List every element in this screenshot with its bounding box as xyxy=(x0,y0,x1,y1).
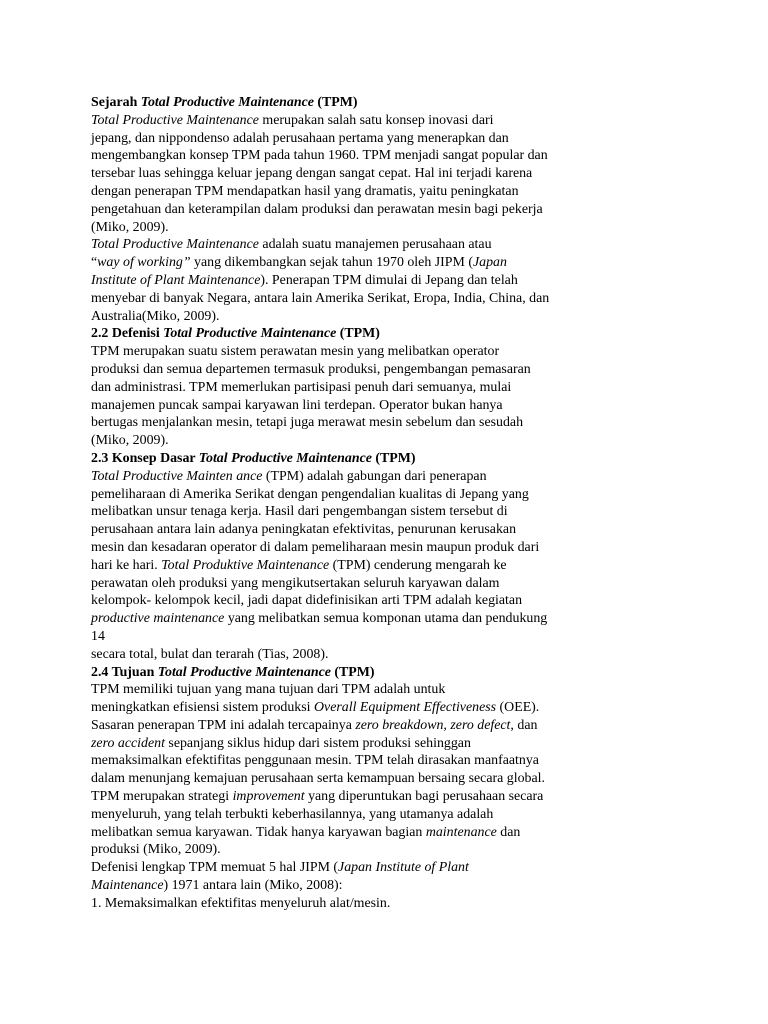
text-run: Japan xyxy=(472,255,507,271)
text-line xyxy=(91,112,611,130)
text-run: zero breakdown, zero defect xyxy=(355,717,511,733)
text-run: dalam menunjang kemajuan perusahaan serta kemampuan bersaing secara global. xyxy=(91,771,545,787)
text-run: sepanjang siklus hidup dari sistem produksi sehinggan xyxy=(164,735,471,751)
text-line xyxy=(91,592,611,610)
text-run: dan xyxy=(496,824,521,840)
text-run: produksi (Miko, 2009). xyxy=(91,842,221,858)
text-run: dan administrasi. TPM memerlukan partisipasi penuh dari semuanya, mulai xyxy=(91,379,512,395)
text-run: mesin dan kesadaran operator di dalam pemeliharaan mesin maupun produk dari xyxy=(91,539,540,555)
text-run: way of working” xyxy=(97,255,191,271)
text-run: adalah suatu manajemen perusahaan atau xyxy=(258,237,492,253)
text-run: Japan Institute of Plant xyxy=(338,860,469,876)
text-run: mengembangkan konsep TPM pada tahun 1960. TPM menjadi sangat popular dan xyxy=(91,148,548,164)
text-run: Total Productive Maintenance xyxy=(163,326,337,342)
text-line xyxy=(91,308,611,326)
document-body xyxy=(91,94,611,913)
text-line xyxy=(91,379,611,397)
text-run: maintenance xyxy=(425,824,497,840)
text-line xyxy=(91,770,611,788)
text-run: Total Produktive Maintenance xyxy=(161,557,330,573)
text-run: melibatkan unsur tenaga kerja. Hasil dari pengembangan sistem tersebut di xyxy=(91,504,508,520)
text-run: Total Productive Mainten ance xyxy=(91,468,263,484)
text-run: hari ke hari. xyxy=(91,557,162,573)
text-run: menyeluruh, yang telah terbukti keberhasilannya, yang utamanya adalah xyxy=(91,806,494,822)
text-line xyxy=(91,575,611,593)
text-run: (TPM) xyxy=(371,450,416,466)
text-run: menyebar di banyak Negara, antara lain Amerika Serikat, Eropa, India, China, dan xyxy=(91,290,550,306)
text-line xyxy=(91,557,611,575)
text-line xyxy=(91,699,611,717)
text-line xyxy=(91,147,611,165)
text-line xyxy=(91,201,611,219)
text-run: TPM merupakan strategi xyxy=(91,789,233,805)
text-run: kelompok- kelompok kecil, jadi dapat didefinisikan arti TPM adalah kegiatan xyxy=(91,593,523,609)
text-line xyxy=(91,414,611,432)
text-run: (TPM) xyxy=(336,326,380,342)
text-run: Total Productive Maintenance xyxy=(140,95,314,110)
text-run: productive maintenance xyxy=(91,611,225,627)
text-run: 2.4 Tujuan xyxy=(91,664,158,680)
text-run: (Miko, 2009). xyxy=(91,433,169,449)
text-line xyxy=(91,290,611,308)
text-line xyxy=(91,343,611,361)
text-run: ). Penerapan TPM dimulai di Jepang dan telah xyxy=(260,272,518,288)
text-line xyxy=(91,824,611,842)
text-run: secara total, bulat dan terarah (Tias, 2008). xyxy=(91,646,329,662)
text-run: Total Productive Maintenance xyxy=(91,112,259,128)
text-run: Total Productive Maintenance xyxy=(198,450,372,466)
text-line xyxy=(91,468,611,486)
text-run: dengan penerapan TPM mendapatkan hasil yang dramatis, yaitu peningkatan xyxy=(91,183,519,199)
text-run: (TPM) xyxy=(313,95,358,110)
text-line xyxy=(91,325,611,343)
text-line xyxy=(91,450,611,468)
text-run: melibatkan semua karyawan. Tidak hanya karyawan bagian xyxy=(91,824,426,840)
text-line xyxy=(91,806,611,824)
text-run: (Miko, 2009). xyxy=(91,219,169,235)
text-run: yang diperuntukan bagi perusahaan secara xyxy=(304,789,544,805)
text-run: yang dikembangkan sejak tahun 1970 oleh JIPM ( xyxy=(190,255,473,271)
text-run: yang melibatkan semua komponan utama dan pendukung xyxy=(224,611,548,627)
text-run: Sejarah xyxy=(91,95,141,110)
text-run: (TPM) cenderung mengarah ke xyxy=(329,557,507,573)
text-run: (OEE). xyxy=(496,700,540,716)
text-line xyxy=(91,165,611,183)
text-line xyxy=(91,503,611,521)
text-run: Total Productive Maintenance xyxy=(157,664,331,680)
text-run: bertugas menjalankan mesin, tetapi juga merawat mesin sebelum dan sesudah xyxy=(91,415,524,431)
text-run: Defenisi lengkap TPM memuat 5 hal JIPM ( xyxy=(91,860,339,876)
text-line xyxy=(91,859,611,877)
text-run: Maintenance xyxy=(91,878,164,894)
text-run: improvement xyxy=(232,789,305,805)
text-line xyxy=(91,877,611,895)
text-run: merupakan salah satu konsep inovasi dari xyxy=(258,112,494,128)
text-line xyxy=(91,717,611,735)
text-run: 2.3 Konsep Dasar xyxy=(91,450,199,466)
text-line xyxy=(91,539,611,557)
text-line xyxy=(91,486,611,504)
text-line xyxy=(91,361,611,379)
text-line xyxy=(91,94,611,112)
text-line xyxy=(91,521,611,539)
text-run: produksi dan semua departemen termasuk produksi, pengembangan pemasaran xyxy=(91,361,531,377)
text-line xyxy=(91,895,611,913)
text-run: , dan xyxy=(510,717,538,733)
text-line xyxy=(91,183,611,201)
text-run: “ xyxy=(91,255,98,271)
text-run: ) 1971 antara lain (Miko, 2008): xyxy=(163,878,343,894)
text-run: jepang, dan nippondenso adalah perusahaan pertama yang menerapkan dan xyxy=(91,130,509,146)
text-run: Total Productive Maintenance xyxy=(91,237,259,253)
text-run: Sasaran penerapan TPM ini adalah tercapainya xyxy=(91,717,356,733)
text-run: Australia(Miko, 2009). xyxy=(91,308,220,324)
text-run: (TPM) adalah gabungan dari penerapan xyxy=(262,468,487,484)
text-run: zero accident xyxy=(91,735,165,751)
text-run: manajemen puncak sampai karyawan lini terdepan. Operator bukan hanya xyxy=(91,397,503,413)
text-line xyxy=(91,664,611,682)
text-run: perawatan oleh produksi yang mengikutsertakan seluruh karyawan dalam xyxy=(91,575,500,591)
text-line xyxy=(91,841,611,859)
text-line xyxy=(91,397,611,415)
text-line xyxy=(91,219,611,237)
text-run: pengetahuan dan keterampilan dalam produksi dan perawatan mesin bagi pekerja xyxy=(91,201,543,217)
text-run: 14 xyxy=(91,628,105,644)
text-line xyxy=(91,432,611,450)
text-run: meningkatkan efisiensi sistem produksi xyxy=(91,700,314,716)
text-run: TPM merupakan suatu sistem perawatan mesin yang melibatkan operator xyxy=(91,344,500,360)
text-run: (TPM) xyxy=(330,664,375,680)
text-run: perusahaan antara lain adanya peningkatan efektivitas, penurunan kerusakan xyxy=(91,522,517,538)
text-run: 2.2 Defenisi xyxy=(91,326,164,342)
text-line xyxy=(91,236,611,254)
text-line xyxy=(91,130,611,148)
text-run: memaksimalkan efektifitas penggunaan mesin. TPM telah dirasakan manfaatnya xyxy=(91,753,539,769)
text-line xyxy=(91,735,611,753)
text-line xyxy=(91,646,611,664)
text-line xyxy=(91,628,611,646)
text-line xyxy=(91,752,611,770)
text-run: Overall Equipment Effectiveness xyxy=(314,700,497,716)
text-run: tersebar luas sehingga keluar jepang dengan sangat cepat. Hal ini terjadi karena xyxy=(91,166,533,182)
text-line xyxy=(91,788,611,806)
text-line xyxy=(91,254,611,272)
text-run: 1. Memaksimalkan efektifitas menyeluruh alat/mesin. xyxy=(91,895,391,911)
text-run: Institute of Plant Maintenance xyxy=(91,272,261,288)
text-line xyxy=(91,272,611,290)
text-run: TPM memiliki tujuan yang mana tujuan dari TPM adalah untuk xyxy=(91,682,446,698)
text-run: pemeliharaan di Amerika Serikat dengan pengendalian kualitas di Jepang yang xyxy=(91,486,529,502)
text-line xyxy=(91,610,611,628)
text-line xyxy=(91,681,611,699)
